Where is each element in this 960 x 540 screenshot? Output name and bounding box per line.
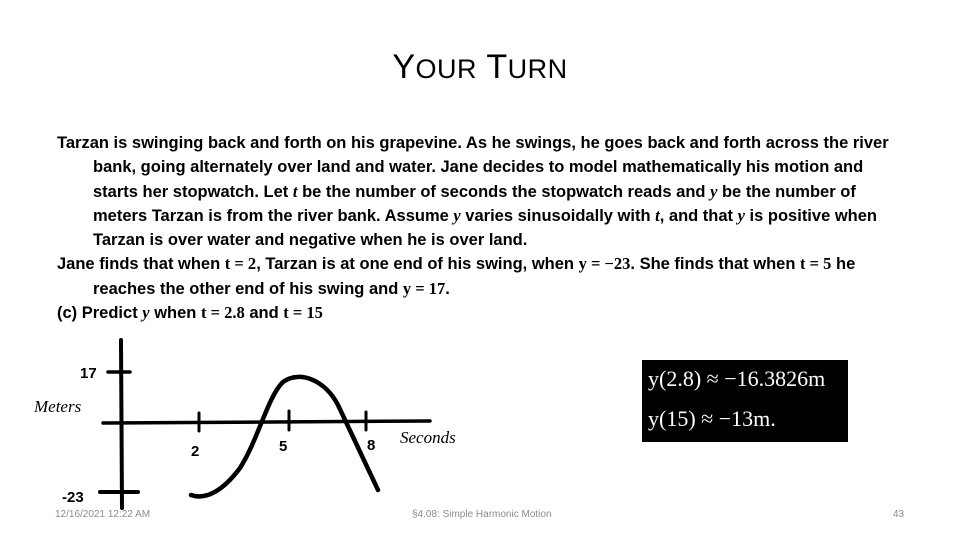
title-first-cap: Y [392, 48, 416, 86]
hand-drawn-graph [0, 330, 480, 510]
answer-line-1: y(2.8) ≈ −16.3826m [648, 366, 826, 391]
answer-line-2: y(15) ≈ −13m. [648, 406, 776, 431]
x-tick-label-2: 2 [191, 443, 200, 460]
problem-paragraph-given: Jane finds that when t = 2, Tarzan is at one end of his swing, when y = −23. She finds that when t = 5 he reaches the other end of his swing and y = 17. [57, 254, 856, 298]
y-tick-label-top: 17 [80, 365, 97, 382]
answer-box [642, 360, 848, 442]
footer-date: 12/16/2021 12:22 AM [55, 509, 151, 520]
slide-title [0, 48, 960, 87]
problem-text [57, 131, 907, 325]
x-axis-label: Seconds [400, 428, 456, 447]
x-tick-label-5: 5 [279, 438, 288, 455]
title-second-cap: T [486, 48, 508, 86]
sinusoid-curve [191, 377, 378, 496]
x-axis [103, 421, 430, 423]
footer-center-title: §4.08: Simple Harmonic Motion [412, 509, 552, 520]
problem-paragraph-setup: Tarzan is swinging back and forth on his grapevine. As he swings, he goes back and forth across the river bank, going alternately over land and water. Jane decides to model mathematically his motion and starts her stopwatch. Let t be the number of seconds the stopwatch reads and y be the number of meters Tarzan is from the river bank. Assume y varies sinusoidally with t, and that y is positive when Tarzan is over water and negative when he is over land. [57, 134, 889, 250]
title-first-rest: OUR [415, 54, 478, 84]
title-second-rest: URN [507, 54, 568, 84]
y-axis-label: Meters [34, 397, 82, 416]
footer-page-number: 43 [893, 509, 905, 520]
x-tick-label-8: 8 [367, 437, 376, 454]
problem-question: (c) Predict y when t = 2.8 and t = 15 [57, 303, 323, 323]
y-tick-label-bottom: -23 [62, 489, 84, 506]
